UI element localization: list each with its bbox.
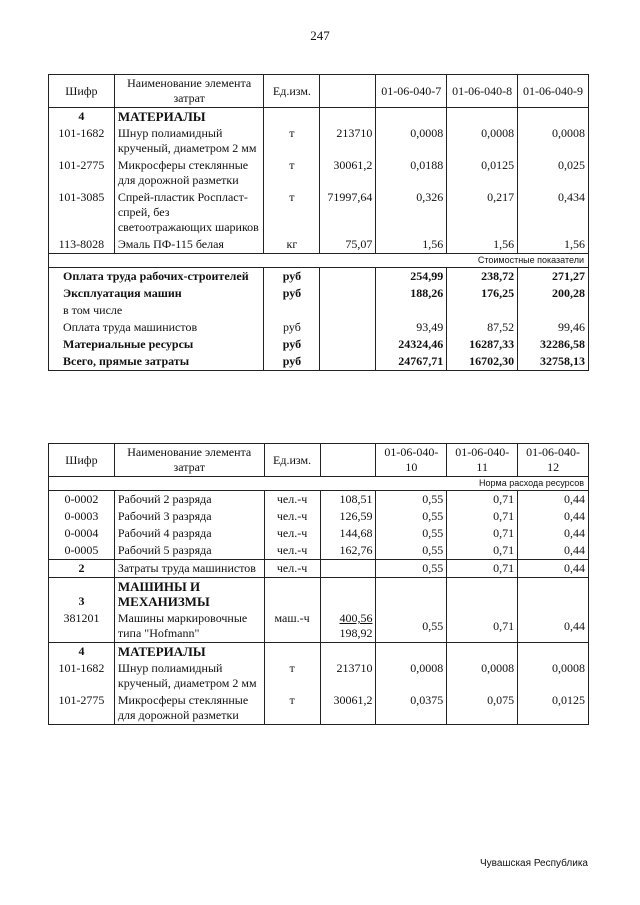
cost-row: Эксплуатация машин руб 188,26 176,25 200,28 — [49, 285, 589, 302]
header-price — [320, 444, 376, 477]
page-number: 247 — [310, 28, 330, 43]
table-row: 101-3085 Спрей-пластик Роспласт-спрей, без светоотражающих шариков т 71997,64 0,326 0,217 0,434 — [49, 189, 589, 236]
table-row: 101-2775 Микросферы стеклянные для дорожной разметки т 30061,2 0,0188 0,0125 0,025 — [49, 157, 589, 189]
resource-table-1 — [48, 74, 589, 371]
header-name: Наименование элемента затрат — [114, 444, 264, 477]
header-name: Наименование элемента затрат — [114, 75, 264, 108]
footer-region: Чувашская Республика — [480, 858, 588, 869]
section-title: МАШИНЫ И МЕХАНИЗМЫ — [114, 578, 264, 611]
table-header-row — [49, 444, 589, 477]
header-code: Шифр — [49, 75, 115, 108]
cost-row: Материальные ресурсы руб 24324,46 16287,33 32286,58 — [49, 336, 589, 353]
cost-row-total: Всего, прямые затраты руб 24767,71 16702,30 32758,13 — [49, 353, 589, 371]
header-col-8: 01-06-040-8 — [447, 75, 518, 108]
section-code: 4 — [49, 643, 115, 661]
norm-label-row — [49, 477, 589, 491]
resource-table-2 — [48, 443, 589, 725]
table-row: 101-2775 Микросферы стеклянные для дорожной разметки т 30061,2 0,0375 0,075 0,0125 — [49, 692, 589, 725]
table-header-row — [49, 75, 589, 108]
machinist-row: 2 Затраты труда машинистов чел.-ч 0,55 0,71 0,44 — [49, 560, 589, 578]
section-row — [49, 643, 589, 661]
cost-row: Оплата труда рабочих-строителей руб 254,99 238,72 271,27 — [49, 268, 589, 286]
section-code: 3 — [49, 578, 115, 611]
cost-row: Оплата труда машинистов руб 93,49 87,52 99,46 — [49, 319, 589, 336]
machine-row: 381201 Машины маркировочные типа "Hofmann" маш.-ч 400,56 198,92 0,55 0,71 0,44 — [49, 610, 589, 643]
header-col-7: 01-06-040-7 — [376, 75, 447, 108]
section-row — [49, 578, 589, 611]
header-col-12: 01-06-040-12 — [518, 444, 589, 477]
header-col-10: 01-06-040-10 — [376, 444, 447, 477]
table-row: 113-8028 Эмаль ПФ-115 белая кг 75,07 1,56 1,56 1,56 — [49, 236, 589, 254]
header-price — [320, 75, 376, 108]
header-col-11: 01-06-040-11 — [447, 444, 518, 477]
table-row: 0-0005 Рабочий 5 разряда чел.-ч 162,76 0,55 0,71 0,44 — [49, 542, 589, 560]
section-row — [49, 108, 589, 126]
section-title: МАТЕРИАЛЫ — [114, 643, 264, 661]
table-row: 0-0003 Рабочий 3 разряда чел.-ч 126,59 0,55 0,71 0,44 — [49, 508, 589, 525]
section-code: 4 — [49, 108, 115, 126]
header-unit: Ед.изм. — [264, 75, 320, 108]
table-row: 101-1682 Шнур полиамидный крученый, диаметром 2 мм т 213710 0,0008 0,0008 0,0008 — [49, 660, 589, 692]
cost-label-row — [49, 254, 589, 268]
header-unit: Ед.изм. — [264, 444, 320, 477]
norm-label: Норма расхода ресурсов — [49, 477, 589, 491]
cost-label: Стоимостные показатели — [49, 254, 589, 268]
machine-price-2: 198,92 — [339, 626, 373, 640]
table-row: 0-0002 Рабочий 2 разряда чел.-ч 108,51 0,55 0,71 0,44 — [49, 491, 589, 509]
table-row: 101-1682 Шнур полиамидный крученый, диаметром 2 мм т 213710 0,0008 0,0008 0,0008 — [49, 125, 589, 157]
machine-price-1: 400,56 — [339, 611, 373, 625]
header-col-9: 01-06-040-9 — [518, 75, 589, 108]
cost-row: в том числе — [49, 302, 589, 319]
section-title: МАТЕРИАЛЫ — [114, 108, 264, 126]
table-row: 0-0004 Рабочий 4 разряда чел.-ч 144,68 0,55 0,71 0,44 — [49, 525, 589, 542]
header-code: Шифр — [49, 444, 115, 477]
